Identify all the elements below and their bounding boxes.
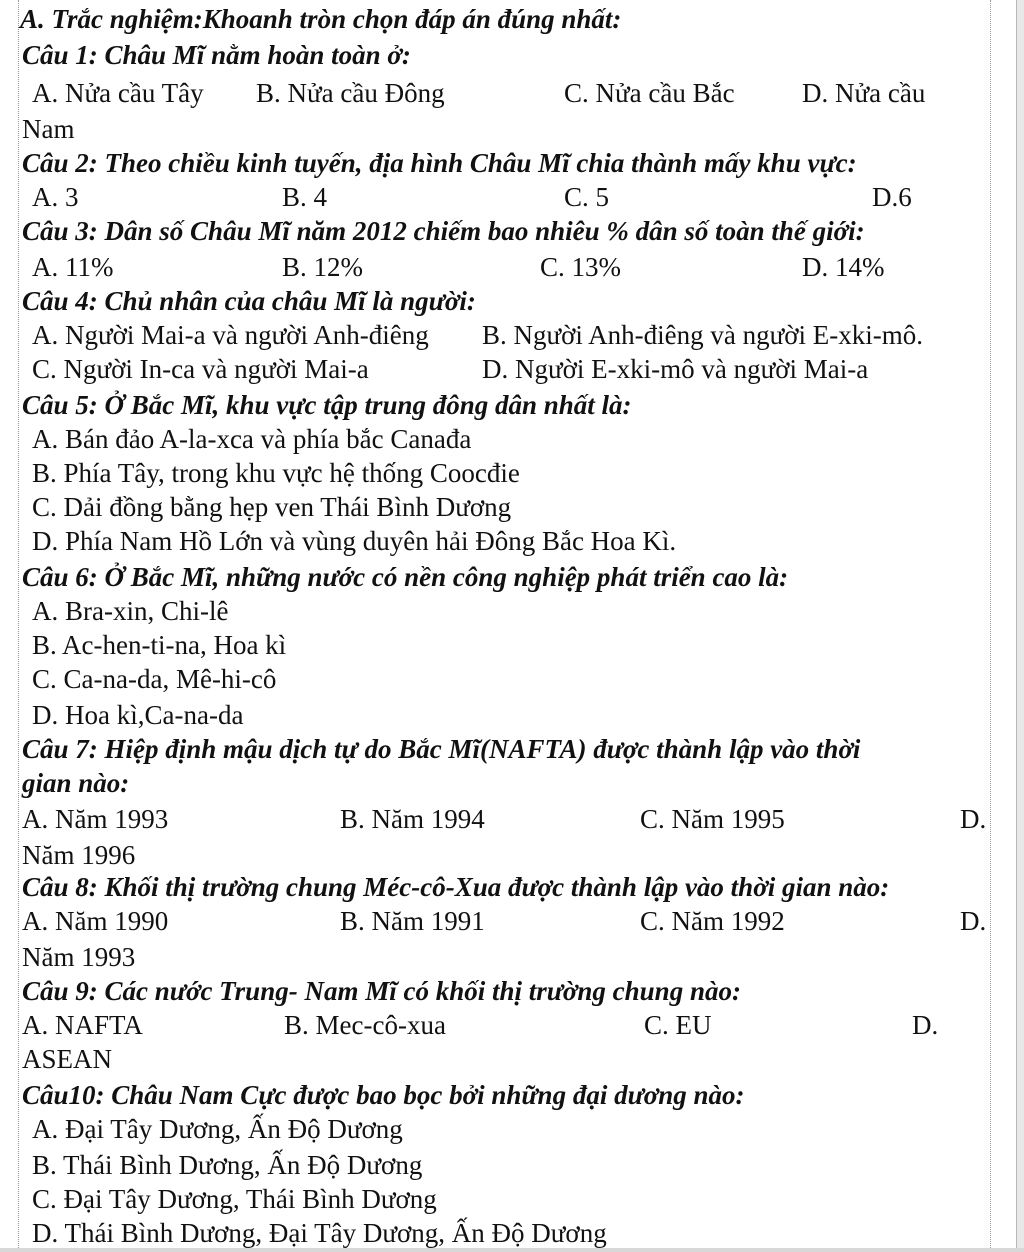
question-1-option-d-wrap: Nam — [22, 114, 75, 144]
question-7-option-b: B. Năm 1994 — [340, 804, 485, 834]
question-5-option-b: B. Phía Tây, trong khu vực hệ thống Coocđie — [32, 458, 520, 488]
question-9-stem: Câu 9: Các nước Trung- Nam Mĩ có khối thị trường chung nào: — [22, 976, 741, 1006]
question-1-option-c: C. Nửa cầu Bắc — [564, 78, 735, 108]
question-6-stem: Câu 6: Ở Bắc Mĩ, những nước có nền công nghiệp phát triển cao là: — [22, 562, 789, 592]
question-3-option-c: C. 13% — [540, 252, 621, 282]
question-7-option-c: C. Năm 1995 — [640, 804, 785, 834]
question-7-option-d-wrap: Năm 1996 — [22, 840, 136, 870]
question-1-option-b: B. Nửa cầu Đông — [256, 78, 445, 108]
question-6-option-d: D. Hoa kì,Ca-na-da — [32, 700, 244, 730]
question-10-stem: Câu10: Châu Nam Cực được bao bọc bởi những đại dương nào: — [22, 1080, 745, 1110]
question-7-stem: Câu 7: Hiệp định mậu dịch tự do Bắc Mĩ(NAFTA) được thành lập vào thời — [22, 734, 861, 764]
question-6-option-a: A. Bra-xin, Chi-lê — [32, 596, 229, 626]
question-4-option-b: B. Người Anh-điêng và người E-xki-mô. — [482, 320, 924, 350]
question-1-option-d: D. Nửa cầu — [802, 78, 926, 108]
question-9-option-a: A. NAFTA — [22, 1010, 143, 1040]
section-title: A. Trắc nghiệm:Khoanh tròn chọn đáp án đúng nhất: — [20, 4, 622, 34]
question-9-option-c: C. EU — [644, 1010, 712, 1040]
question-5-option-c: C. Dải đồng bằng hẹp ven Thái Bình Dương — [32, 492, 512, 522]
question-2-option-c: C. 5 — [564, 182, 610, 212]
question-10-option-c: C. Đại Tây Dương, Thái Bình Dương — [32, 1184, 437, 1214]
question-4-option-d: D. Người E-xki-mô và người Mai-a — [482, 354, 869, 384]
question-8-option-a: A. Năm 1990 — [22, 906, 169, 936]
question-3-option-b: B. 12% — [282, 252, 363, 282]
question-2-stem: Câu 2: Theo chiều kinh tuyến, địa hình Châu Mĩ chia thành mấy khu vực: — [22, 148, 857, 178]
left-margin-guide — [18, 0, 19, 1252]
question-2-option-d: D.6 — [872, 182, 912, 212]
question-6-option-b: B. Ac-hen-ti-na, Hoa kì — [32, 630, 287, 660]
question-10-option-b: B. Thái Bình Dương, Ấn Độ Dương — [32, 1150, 423, 1180]
question-3-option-d: D. 14% — [802, 252, 885, 282]
question-8-option-d-wrap: Năm 1993 — [22, 942, 136, 972]
question-3-stem: Câu 3: Dân số Châu Mĩ năm 2012 chiếm bao nhiêu % dân số toàn thế giới: — [22, 216, 865, 246]
question-7-stem-wrap: gian nào: — [22, 768, 130, 798]
right-margin-guide — [990, 0, 991, 1252]
question-7-option-d: D. — [960, 804, 987, 834]
question-10-option-d: D. Thái Bình Dương, Đại Tây Dương, Ấn Độ Dương — [32, 1218, 607, 1248]
question-5-option-a: A. Bán đảo A-la-xca và phía bắc Canađa — [32, 424, 472, 454]
question-4-option-a: A. Người Mai-a và người Anh-điêng — [32, 320, 429, 350]
question-5-stem: Câu 5: Ở Bắc Mĩ, khu vực tập trung đông dân nhất là: — [22, 390, 632, 420]
question-4-option-c: C. Người In-ca và người Mai-a — [32, 354, 369, 384]
question-3-option-a: A. 11% — [32, 252, 114, 282]
right-edge — [1016, 0, 1024, 1252]
question-2-option-a: A. 3 — [32, 182, 79, 212]
question-2-option-b: B. 4 — [282, 182, 328, 212]
question-10-option-a: A. Đại Tây Dương, Ấn Độ Dương — [32, 1114, 403, 1144]
question-6-option-c: C. Ca-na-da, Mê-hi-cô — [32, 664, 277, 694]
question-9-option-b: B. Mec-cô-xua — [284, 1010, 446, 1040]
question-8-stem: Câu 8: Khối thị trường chung Méc-cô-Xua được thành lập vào thời gian nào: — [22, 872, 890, 902]
question-7-option-a: A. Năm 1993 — [22, 804, 169, 834]
question-5-option-d: D. Phía Nam Hồ Lớn và vùng duyên hải Đông Bắc Hoa Kì. — [32, 526, 677, 556]
question-1-option-a: A. Nửa cầu Tây — [32, 78, 204, 108]
question-8-option-b: B. Năm 1991 — [340, 906, 485, 936]
question-4-stem: Câu 4: Chủ nhân của châu Mĩ là người: — [22, 286, 476, 316]
question-9-option-d: D. — [912, 1010, 939, 1040]
question-1-stem: Câu 1: Châu Mĩ nằm hoàn toàn ở: — [22, 40, 411, 70]
question-8-option-c: C. Năm 1992 — [640, 906, 785, 936]
question-9-option-d-wrap: ASEAN — [22, 1044, 113, 1074]
question-8-option-d: D. — [960, 906, 987, 936]
